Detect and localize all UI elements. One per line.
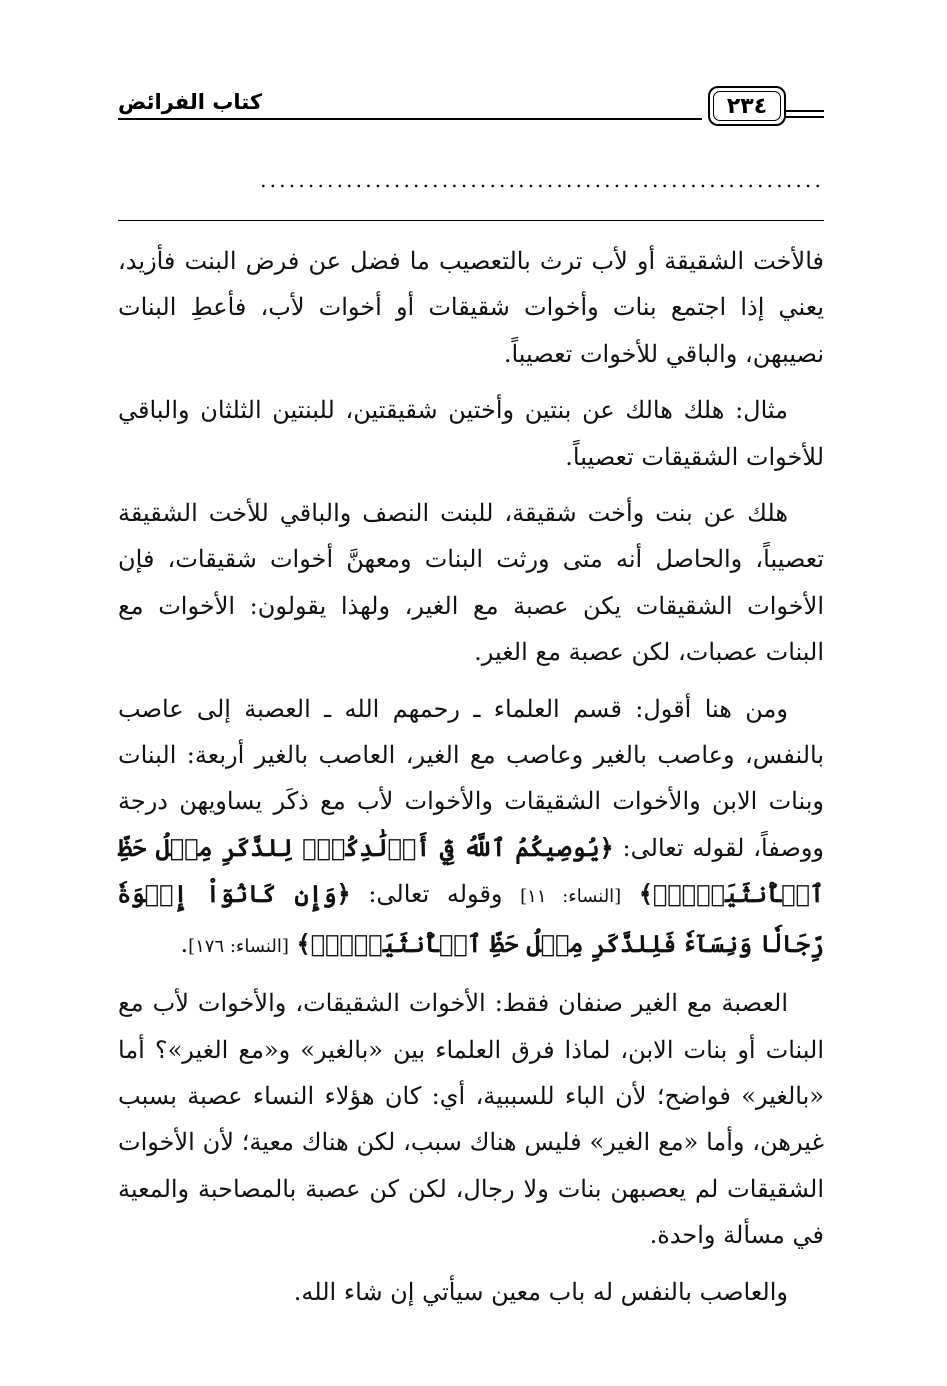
quran-verse-1: ﴿يُوصِيكُمُ ٱللَّهُ فِيٓ أَوۡلَٰدِكُمۡۖ لِلذَّكَرِ مِثۡلُ حَظِّ ٱلۡأُنثَيَيۡنِۚ﴾ [118,832,825,909]
paragraph-4-end: . [180,929,189,958]
paragraph-4 [118,686,824,970]
page-header [118,86,824,130]
paragraph-2: مثال: هلك هالك عن بنتين وأختين شقيقتين، للبنتين الثلثان والباقي للأخوات الشقيقات تعصيباً. [118,396,824,471]
page-number-frame [708,86,786,126]
header-rule-right-upper [784,110,824,112]
page-number: ٢٣٤ [726,93,768,119]
paragraph-5: العصبة مع الغير صنفان فقط: الأخوات الشقيقات، والأخوات لأب مع البنات أو بنات الابن، لماذا فرق العلماء بين «بالغير» و«مع الغير»؟ أما «بالغير» فواضح؛ لأن الباء للسببية، أي: كان هؤلاء النساء عصبة بسبب غيرهن، وأما «مع الغير» فليس هناك سبب، لكن هناك معية؛ لأن الأخوات الشقيقات لم يعصبهن بنات ولا رجال، لكن كن عصبة بالمصاحبة والمعية في مسألة واحدة. [118,989,824,1250]
header-rule-right-lower [784,116,824,118]
header-rule [118,118,702,120]
verse-reference-2: [النساء: ١٧٦] [188,935,289,957]
quran-verse-2: ﴿وَإِن كَانُوٓاْ إِخۡوَةٗ رِّجَالٗا وَنِسَآءٗ فَلِلذَّكَرِ مِثۡلُ حَظِّ ٱلۡأُنثَيَيۡنِۗ﴾ [118,879,824,958]
content-rule [118,220,824,221]
book-title: كتاب الفرائض [118,90,263,114]
body-text [118,238,824,1325]
paragraph-6: والعاصب بالنفس له باب معين سيأتي إن شاء الله. [293,1277,788,1306]
verse-reference-1: [النساء: ١١] [520,886,622,908]
paragraph-4-text-a: ومن هنا أقول: قسم العلماء ـ رحمهم الله ـ العصبة إلى عاصب بالنفس، وعاصب بالغير وعاصب مع الغير، العاصب بالغير أربعة: البنات وبنات الابن والأخوات الشقيقات والأخوات لأب مع ذكَر يساويهن درجة ووصفاً، لقوله تعالى: [118,694,824,862]
paragraph-4-text-b: وقوله تعالى: [350,880,521,909]
dotted-separator: ........................................................... [260,168,824,192]
paragraph-3: هلك عن بنت وأخت شقيقة، للبنت النصف والباقي للأخت الشقيقة تعصيباً، والحاصل أنه متى ورثت البنات ومعهنَّ أخوات شقيقات، فإن الأخوات الشقيقات يكن عصبة مع الغير، ولهذا يقولون: الأخوات مع البنات عصبات، لكن عصبة مع الغير. [118,499,824,667]
paragraph-1: فالأخت الشقيقة أو لأب ترث بالتعصيب ما فضل عن فرض البنت فأزيد، يعني إذا اجتمع بنات وأخوات شقيقات أو أخوات لأب، فأعطِ البنات نصيبهن، والباقي للأخوات تعصيباً. [118,247,824,368]
